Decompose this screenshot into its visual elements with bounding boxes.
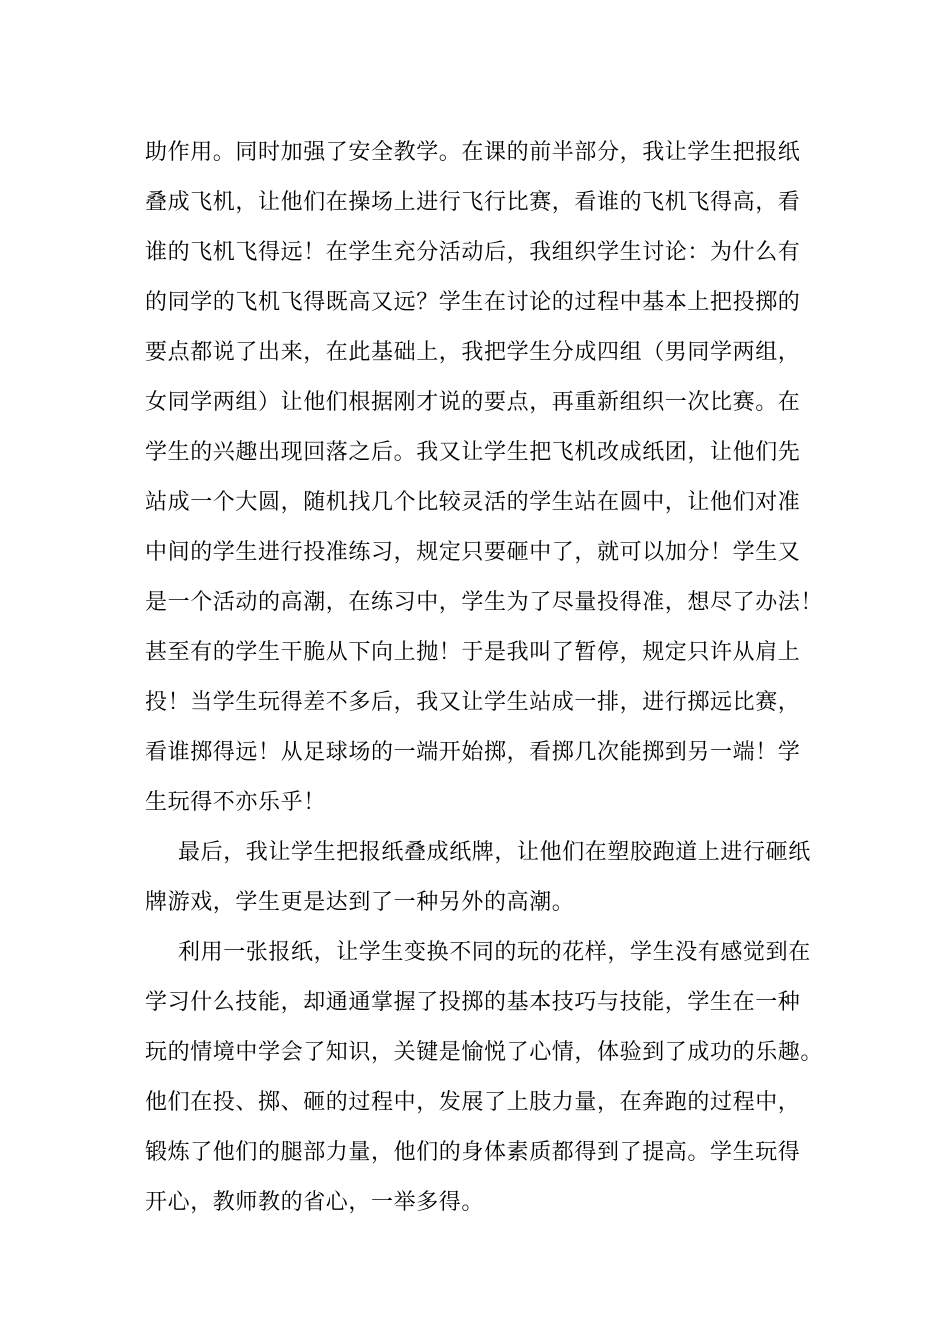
text-line-10: 是一个活动的高潮，在练习中，学生为了尽量投得准，想尽了办法！	[145, 590, 824, 615]
text-line-6: 女同学两组）让他们根据刚才说的要点，再重新组织一次比赛。在	[145, 390, 801, 415]
text-line-5: 要点都说了出来，在此基础上，我把学生分成四组（男同学两组，	[145, 340, 801, 365]
text-line-14: 生玩得不亦乐乎！	[145, 790, 326, 815]
text-line-16: 牌游戏，学生更是达到了一种另外的高潮。	[145, 890, 575, 915]
text-line-4: 的同学的飞机飞得既高又远？学生在讨论的过程中基本上把投掷的	[145, 290, 801, 315]
text-line-15: 最后，我让学生把报纸叠成纸牌，让他们在塑胶跑道上进行砸纸	[178, 840, 811, 865]
text-line-13: 看谁掷得远！从足球场的一端开始掷，看掷几次能掷到另一端！学	[145, 740, 801, 765]
text-line-8: 站成一个大圆，随机找几个比较灵活的学生站在圆中，让他们对准	[145, 490, 801, 515]
text-line-7: 学生的兴趣出现回落之后。我又让学生把飞机改成纸团，让他们先	[145, 440, 801, 465]
text-line-17: 利用一张报纸，让学生变换不同的玩的花样，学生没有感觉到在	[178, 940, 811, 965]
text-line-18: 学习什么技能，却通通掌握了投掷的基本技巧与技能，学生在一种	[145, 990, 801, 1015]
document-body	[145, 128, 845, 1228]
text-line-21: 锻炼了他们的腿部力量，他们的身体素质都得到了提高。学生玩得	[145, 1140, 801, 1165]
text-line-12: 投！当学生玩得差不多后，我又让学生站成一排，进行掷远比赛，	[145, 690, 801, 715]
text-line-11: 甚至有的学生干脆从下向上抛！于是我叫了暂停，规定只许从肩上	[145, 640, 801, 665]
text-line-2: 叠成飞机，让他们在操场上进行飞行比赛，看谁的飞机飞得高，看	[145, 190, 801, 215]
text-line-19: 玩的情境中学会了知识，关键是愉悦了心情，体验到了成功的乐趣。	[145, 1040, 824, 1065]
text-line-1: 助作用。同时加强了安全教学。在课的前半部分，我让学生把报纸	[145, 140, 801, 165]
text-line-22: 开心，教师教的省心，一举多得。	[145, 1190, 485, 1215]
text-line-3: 谁的飞机飞得远！在学生充分活动后，我组织学生讨论：为什么有	[145, 240, 801, 265]
text-line-9: 中间的学生进行投准练习，规定只要砸中了，就可以加分！学生又	[145, 540, 801, 565]
text-line-20: 他们在投、掷、砸的过程中，发展了上肢力量，在奔跑的过程中，	[145, 1090, 801, 1115]
